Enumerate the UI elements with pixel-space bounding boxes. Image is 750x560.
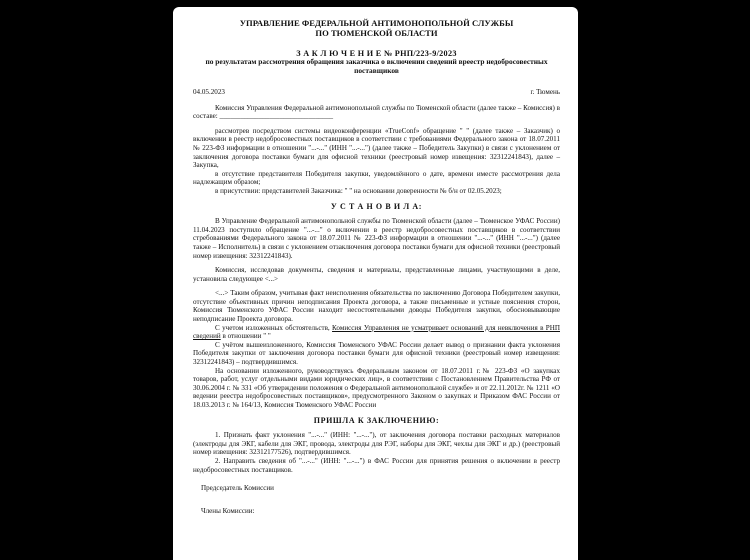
document-subtitle <box>193 58 560 75</box>
document-date: 04.05.2023 <box>193 88 225 96</box>
established-paragraph-3: <...> Таким образом, учитывая факт неисполнения обязательства по заключению Договора Победителем закупки, отсутствие объективных причин неподписания Проекта договора, а также письменные и устные пояснения сторон, Комиссия Тюменского УФАС России находит несостоятельными доводы Победителя закупки, обосновывающие неподписание Проекта договора. <box>193 289 560 324</box>
intro-commission: Комиссия Управления Федеральной антимонопольной службы по Тюменской области (далее также – Комиссия) в составе: ________________________________ <box>193 103 560 121</box>
document-city: г. Тюмень <box>530 88 560 96</box>
established-paragraph-4-underlined: Комиссия Управления не усматривает оснований для невключения в РНП сведений <box>193 323 560 341</box>
intro-absence: в отсутствие представителя Победителя закупки, уведомлённого о дате, времени иместе рассмотрения дела надлежащим образом; <box>193 169 560 187</box>
intro-presence: в присутствии: представителей Заказчика: " " на основании доверенности № б/н от 02.05.2023; <box>215 186 502 195</box>
section-established-title: У С Т А Н О В И Л А: <box>330 201 423 211</box>
signature-chair: Председатель Комиссии <box>201 484 274 493</box>
document-subtitle-line2: поставщиков <box>354 65 399 75</box>
document-subtitle-line1: по результатам рассмотрения обращения заказчика о включении сведений вреестр недобросовестных <box>205 57 548 67</box>
agency-header-line2: ПО ТЮМЕНСКОЙ ОБЛАСТИ <box>315 27 438 38</box>
document-title: З А К Л Ю Ч Е Н И Е № РНП/223-9/2023 <box>296 49 457 59</box>
signature-members: Члены Комиссии: <box>201 506 255 515</box>
section-conclusion-title: ПРИШЛА К ЗАКЛЮЧЕНИЮ: <box>313 415 440 425</box>
date-place-line <box>193 88 560 97</box>
conclusion-item-1: 1. Признать факт уклонения "...-..." (ИНН: "...-..."), от заключения договора поставки расходных материалов (электроды для ЭКГ, кабели для ЭКГ, провода, электроды для РЭГ, наборы для ЭКГ, чехлы для ЭКГ и др.) (реестровый номер извещения: 32312177526), подтвердившимся. <box>193 431 560 457</box>
signature-block <box>193 484 560 515</box>
established-paragraph-4-end: в отношении " " <box>220 332 271 341</box>
established-paragraph-1: В Управление Федеральной антимонопольной службы по Тюменской области (далее – Тюменское УФАС России) 11.04.2023 поступило обращение "...-..." о включении в реестр недобросовестных поставщиков в соответствии стребованиями Федерального закона от 18.07.2011 № 223-ФЗ информации в отношении "...-..." (ИНН "...-...") (далее также – Исполнитель) в связи с уклонением отзаключения договора поставки бумаги для офисной техники (реестровый номер извещения: 32312241843). <box>193 217 560 260</box>
document-page <box>173 7 578 560</box>
established-paragraph-4 <box>193 324 560 341</box>
established-paragraph-6: На основании изложенного, руководствуясь Федеральным законом от 18.07.2011 г.№ 223-ФЗ «О закупках товаров, работ, услуг отдельными видами юридических лиц», в соответствии с Постановлением Правительства РФ от 30.06.2004 г. № 331 «Об утверждении положения о Федеральной антимонопольной службе» и от 22.11.2012г. № 1211 «О ведении реестра недобросовестных поставщиков», предусмотренного Законом о закупках и Приказом ФАС России от 18.03.2013 г. № 164/13, Комиссия Тюменского УФАС России <box>193 366 560 409</box>
intro-considered: рассмотрев посредством системы видеоконференции «TrueConf» обращение " " (далее также – Заказчик) о включении в реестр недобросовестных поставщиков в соответствии с требованиями Федерального закона от 18.07.2011 № 223-ФЗ информации в отношении "...-..." (ИНН "...-...") (далее также – Победитель Закупки) в связи с уклонением от заключения договора поставки бумаги для офисной техники (реестровый номер извещения: 32312241843), далее – Закупка, <box>193 126 560 170</box>
established-paragraph-2: Комиссия, исследовав документы, сведения и материалы, представленные лицами, участвующими в деле, установила следующее <...> <box>193 266 560 283</box>
conclusion-item-2: 2. Направить сведения об "...-..." (ИНН: "...-...") в ФАС России для принятия решения о включении в реестр недобросовестных поставщиков. <box>193 456 560 474</box>
agency-header-line1: УПРАВЛЕНИЕ ФЕДЕРАЛЬНОЙ АНТИМОНОПОЛЬНОЙ СЛУЖБЫ <box>239 18 514 28</box>
agency-header <box>193 19 560 38</box>
established-paragraph-4-start: С учетом изложенных обстоятельств, <box>215 323 333 332</box>
established-paragraph-5: С учётом вышеизложенного, Комиссия Тюменского УФАС России делает вывод о признании факта уклонения Победителя закупки от заключения договора поставки бумаги для офисной техники (реестровый номер извещения: 32312241843) – подтвердившимся. <box>193 340 560 367</box>
